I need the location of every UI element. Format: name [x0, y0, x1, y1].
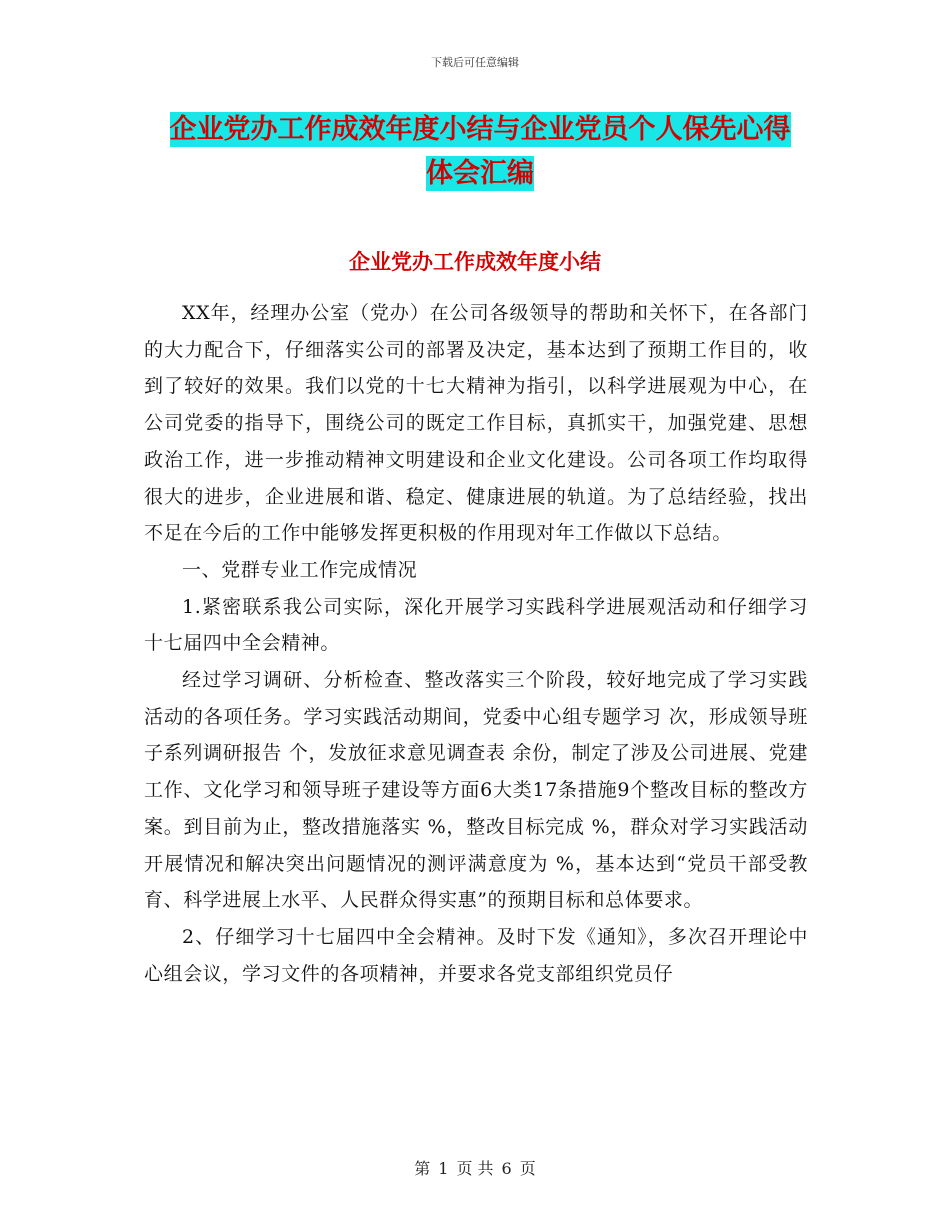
document-title — [140, 108, 820, 196]
title-line-1: 企业党办工作成效年度小结与企业党员个人保先心得 — [169, 114, 791, 145]
page-mid: 页 共 — [456, 1159, 494, 1178]
page-suffix: 页 — [519, 1159, 536, 1178]
paragraph: 2、仔细学习十七届四中全会精神。及时下发《通知》，多次召开理论中心组会议，学习文件的各项精神，并要求各党支部组织党员仔 — [144, 925, 808, 985]
paragraph: 经过学习调研、分析检查、整改落实三个阶段，较好地完成了学习实践活动的各项任务。学习实践活动期间，党委中心组专题学习 次，形成领导班子系列调研报告 个，发放征求意见调查表 余份，制定了涉及公司进展、党建工作、文化学习和领导班子建设等方面6大类17条措施9个整改目标的整改方案。到目前为止，整改措施落实 %，整改目标完成 %，群众对学习实践活动开展情况和解决突出问题情况的测评满意度为 %，基本达到“党员干部受教育、科学进展上水平、人民群众得实惠”的预期目标和总体要求。 — [144, 669, 808, 912]
paragraph: XX年，经理办公室（党办）在公司各级领导的帮助和关怀下，在各部门的大力配合下，仔细落实公司的部署及决定，基本达到了预期工作目的，收到了较好的效果。我们以党的十七大精神为指引，以科学进展观为中心，在公司党委的指导下，围绕公司的既定工作目标，真抓实干，加强党建、思想政治工作，进一步推动精神文明建设和企业文化建设。公司各项工作均取得很大的进步，企业进展和谐、稳定、健康进展的轨道。为了总结经验，找出不足在今后的工作中能够发挥更积极的作用现对年工作做以下总结。 — [144, 302, 808, 545]
title-line-2: 体会汇编 — [426, 158, 534, 189]
document-body — [144, 295, 808, 992]
section-title: 企业党办工作成效年度小结 — [349, 250, 601, 274]
header-note: 下载后可任意编辑 — [431, 56, 519, 69]
paragraph: 一、党群专业工作完成情况 — [182, 558, 418, 581]
paragraph: 1.紧密联系我公司实际，深化开展学习实践科学进展观活动和仔细学习十七届四中全会精神。 — [144, 595, 808, 655]
page-total: 6 — [501, 1159, 512, 1178]
page-current: 1 — [438, 1159, 449, 1178]
page-footer — [0, 1156, 950, 1179]
page-prefix: 第 — [414, 1159, 431, 1178]
